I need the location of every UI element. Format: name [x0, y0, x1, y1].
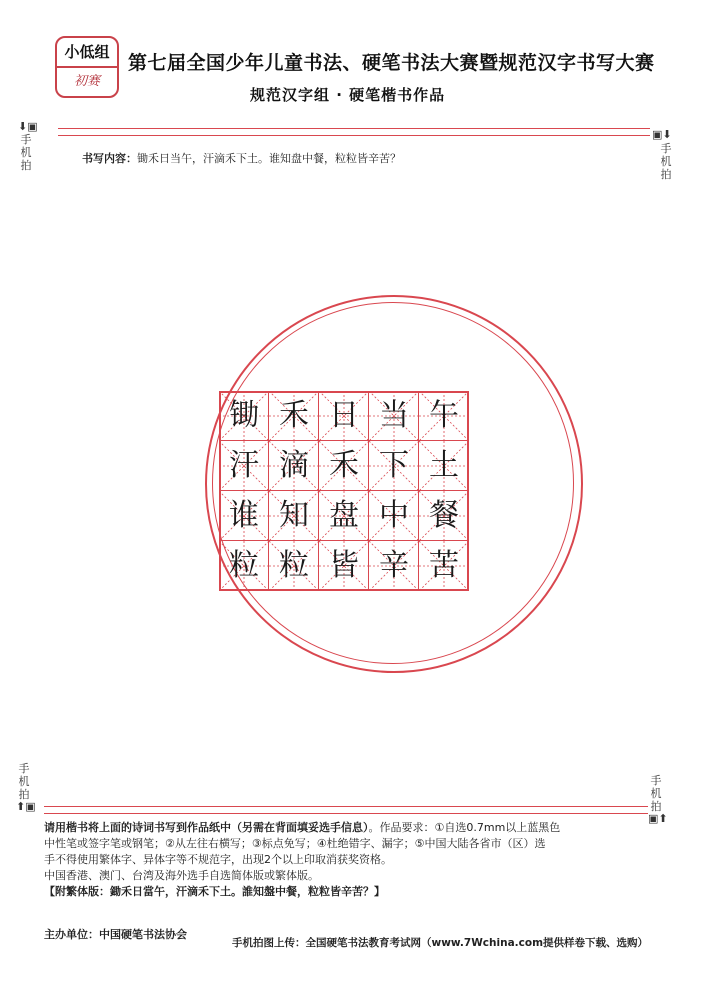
- grid-cell: [319, 491, 369, 541]
- download-arrow-icon: ⬇▣: [18, 120, 38, 133]
- grid-cell: [269, 541, 319, 591]
- grid-character: 日: [329, 398, 359, 433]
- grid-character: 粒: [279, 548, 309, 583]
- writing-content-label: 书写内容：: [82, 152, 137, 165]
- side-label-top-right: [660, 142, 676, 181]
- grid-character: 谁: [229, 498, 259, 533]
- grid-cell: [319, 441, 369, 491]
- upload-arrow-icon: ⬆▣: [16, 800, 36, 813]
- grid-character: 粒: [229, 548, 259, 583]
- instructions-line-1-rest: 。作品要求：①自选0.7mm以上蓝黑色: [368, 821, 561, 834]
- grid-character: 当: [379, 398, 409, 433]
- grid-cell: [319, 541, 369, 591]
- grid-cell: [419, 391, 469, 441]
- bottom-red-rule: [44, 806, 648, 814]
- grid-cell: [369, 541, 419, 591]
- top-red-rule: [58, 128, 650, 136]
- instructions-line-1-bold: 请用楷书将上面的诗词书写到作品纸中（另需在背面填妥选手信息）: [44, 821, 369, 834]
- organizer-text: 主办单位：中国硬笔书法协会: [44, 928, 187, 941]
- grid-character: 盘: [329, 498, 359, 533]
- group-badge: [55, 36, 119, 98]
- instructions-line-4: 中国香港、澳门、台湾及海外选手自选简体版或繁体版。: [44, 869, 319, 882]
- grid-cell: [319, 391, 369, 441]
- upload-info-text: 手机拍图上传：全国硬笔书法教育考试网（www.7Wchina.com提供样卷下载、选购）: [232, 937, 649, 949]
- side-label-text: 手机拍: [18, 762, 30, 801]
- grid-cell: [369, 491, 419, 541]
- instructions-line-1: [44, 820, 664, 836]
- side-label-bottom-right: [650, 774, 666, 813]
- grid-cell: [419, 491, 469, 541]
- grid-cell: [269, 391, 319, 441]
- instructions-line-5: 【附繁体版：鋤禾日當午，汗滴禾下土。誰知盤中餐，粒粒皆辛苦？】: [44, 885, 385, 898]
- grid-character: 汗: [229, 448, 259, 483]
- side-label-bottom-left: [18, 762, 34, 801]
- grid-cell: [269, 491, 319, 541]
- grid-cell: [219, 541, 269, 591]
- grid-character: 知: [279, 498, 309, 533]
- grid-cell: [419, 541, 469, 591]
- grid-cell: [219, 491, 269, 541]
- instructions-block: [44, 820, 664, 900]
- camera-icon: ▣⬇: [652, 128, 672, 141]
- grid-character: 苦: [429, 548, 459, 583]
- grid-cell: [269, 441, 319, 491]
- side-label-text: 手机拍: [20, 133, 32, 172]
- page-subtitle: 规范汉字组 · 硬笔楷书作品: [250, 86, 446, 104]
- grid-character: 土: [429, 448, 459, 483]
- grid-character: 禾: [329, 448, 359, 483]
- grid-cell: [219, 441, 269, 491]
- grid-character: 午: [429, 398, 459, 433]
- badge-round-label: 初赛: [73, 74, 100, 89]
- grid-character: 皆: [329, 548, 359, 583]
- instructions-line-2: 中性笔或签字笔或钢笔；②从左往右横写；③标点免写；④杜绝错字、漏字；⑤中国大陆各省市（区）选: [44, 837, 546, 850]
- camera-icon: ▣⬆: [648, 812, 668, 825]
- grid-character: 中: [379, 498, 409, 533]
- side-label-text: 手机拍: [650, 774, 662, 813]
- calligraphy-grid: [219, 391, 469, 591]
- writing-content-line: [82, 150, 401, 166]
- grid-character: 锄: [229, 398, 259, 433]
- instructions-line-3: 手不得使用繁体字、异体字等不规范字，出现2个以上印取消获奖资格。: [44, 853, 392, 866]
- grid-character: 禾: [279, 398, 309, 433]
- grid-character: 下: [379, 448, 409, 483]
- badge-group-label: 小低组: [57, 38, 117, 68]
- side-label-text: 手机拍: [660, 142, 672, 181]
- grid-cell: [369, 391, 419, 441]
- grid-cell: [369, 441, 419, 491]
- grid-character: 滴: [279, 448, 309, 483]
- side-label-top-left: [20, 133, 36, 172]
- writing-content-text: 锄禾日当午，汗滴禾下土。谁知盘中餐，粒粒皆辛苦？: [137, 152, 401, 165]
- grid-cell: [419, 441, 469, 491]
- grid-cell: [219, 391, 269, 441]
- grid-character: 餐: [429, 498, 459, 533]
- grid-character: 辛: [379, 548, 409, 583]
- page-title: 第七届全国少年儿童书法、硬笔书法大赛暨规范汉字书写大赛: [128, 52, 655, 74]
